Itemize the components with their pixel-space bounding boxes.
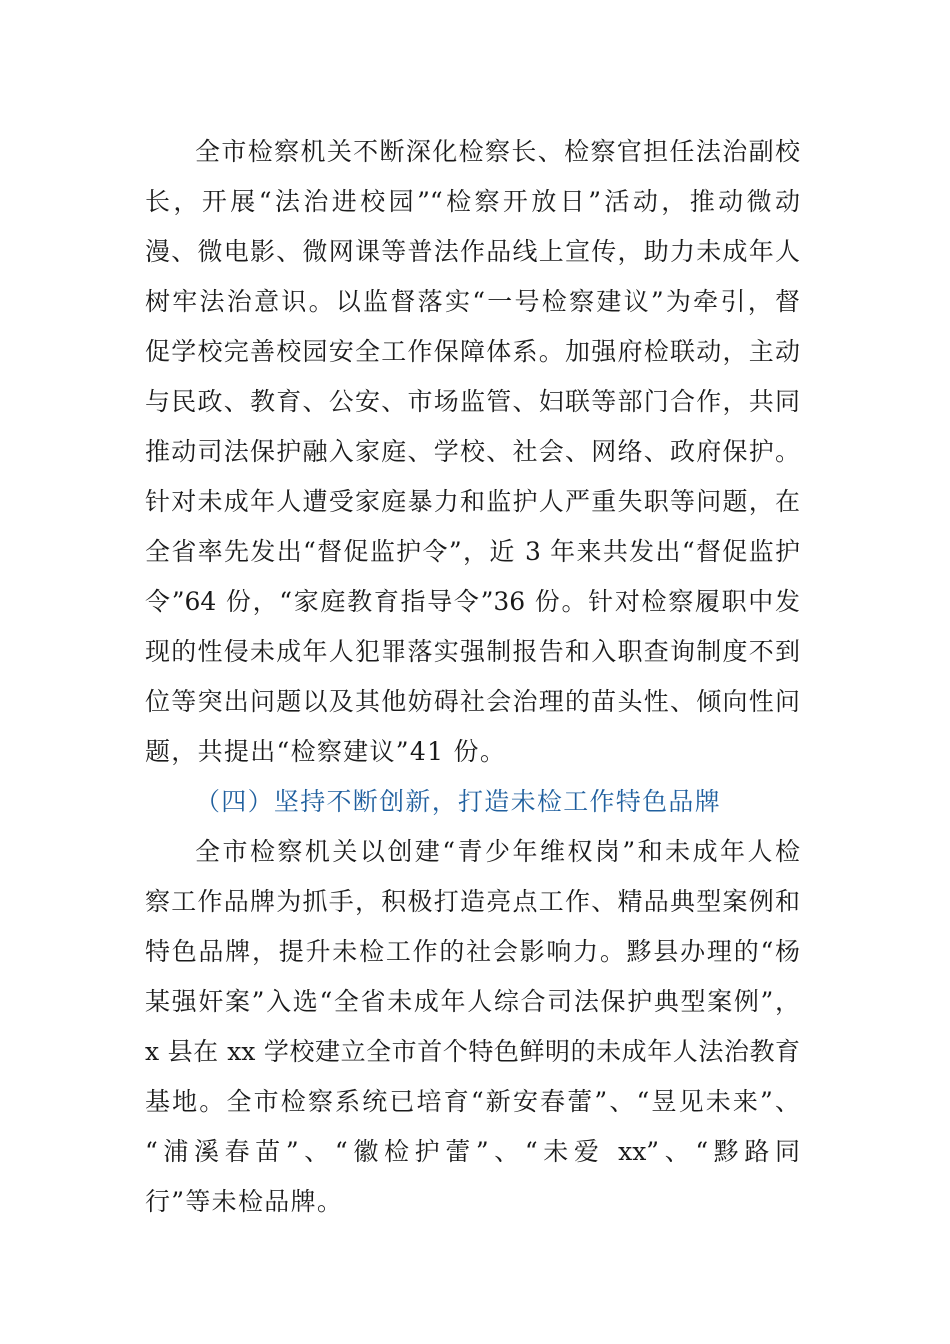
paragraph-1-line-7: 推动司法保护融入家庭、学校、社会、网络、政府保护。 [145, 437, 800, 466]
paragraph-2-line-2: 察工作品牌为抓手，积极打造亮点工作、精品典型案例和 [145, 887, 800, 916]
paragraph-1-line-10: 令”64 份，“家庭教育指导令”36 份。针对检察履职中发 [145, 587, 800, 616]
paragraph-2-line-7: “浦溪春苗”、“徽检护蕾”、“未爱 xx”、“黟路同 [145, 1137, 800, 1166]
paragraph-1-line-1: 全市检察机关不断深化检察长、检察官担任法治副校 [195, 137, 800, 166]
paragraph-1-line-13: 题，共提出“检察建议”41 份。 [145, 737, 507, 766]
paragraph-1-line-11: 现的性侵未成年人犯罪落实强制报告和入职查询制度不到 [145, 637, 800, 666]
paragraph-1-line-6: 与民政、教育、公安、市场监管、妇联等部门合作，共同 [145, 387, 800, 416]
paragraph-2-line-3: 特色品牌，提升未检工作的社会影响力。黟县办理的“杨 [145, 937, 800, 966]
paragraph-2-line-1: 全市检察机关以创建“青少年维权岗”和未成年人检 [195, 837, 800, 866]
paragraph-1-line-5: 促学校完善校园安全工作保障体系。加强府检联动，主动 [145, 337, 800, 366]
paragraph-2-line-6: 基地。全市检察系统已培育“新安春蕾”、“昱见未来”、 [145, 1087, 800, 1116]
paragraph-2-line-4: 某强奸案”入选“全省未成年人综合司法保护典型案例”， [145, 987, 800, 1016]
section-heading-4: （四）坚持不断创新，打造未检工作特色品牌 [195, 787, 722, 816]
paragraph-1-line-12: 位等突出问题以及其他妨碍社会治理的苗头性、倾向性问 [145, 687, 800, 716]
paragraph-1-line-8: 针对未成年人遭受家庭暴力和监护人严重失职等问题，在 [145, 487, 800, 516]
paragraph-1-line-4: 树牢法治意识。以监督落实“一号检察建议”为牵引，督 [145, 287, 800, 316]
paragraph-1-line-3: 漫、微电影、微网课等普法作品线上宣传，助力未成年人 [145, 237, 800, 266]
paragraph-1-line-9: 全省率先发出“督促监护令”，近 3 年来共发出“督促监护 [145, 537, 800, 566]
paragraph-2-line-5: x 县在 xx 学校建立全市首个特色鲜明的未成年人法治教育 [145, 1037, 800, 1066]
paragraph-1-line-2: 长，开展“法治进校园”“检察开放日”活动，推动微动 [145, 187, 800, 216]
paragraph-2-line-8: 行”等未检品牌。 [145, 1187, 344, 1216]
